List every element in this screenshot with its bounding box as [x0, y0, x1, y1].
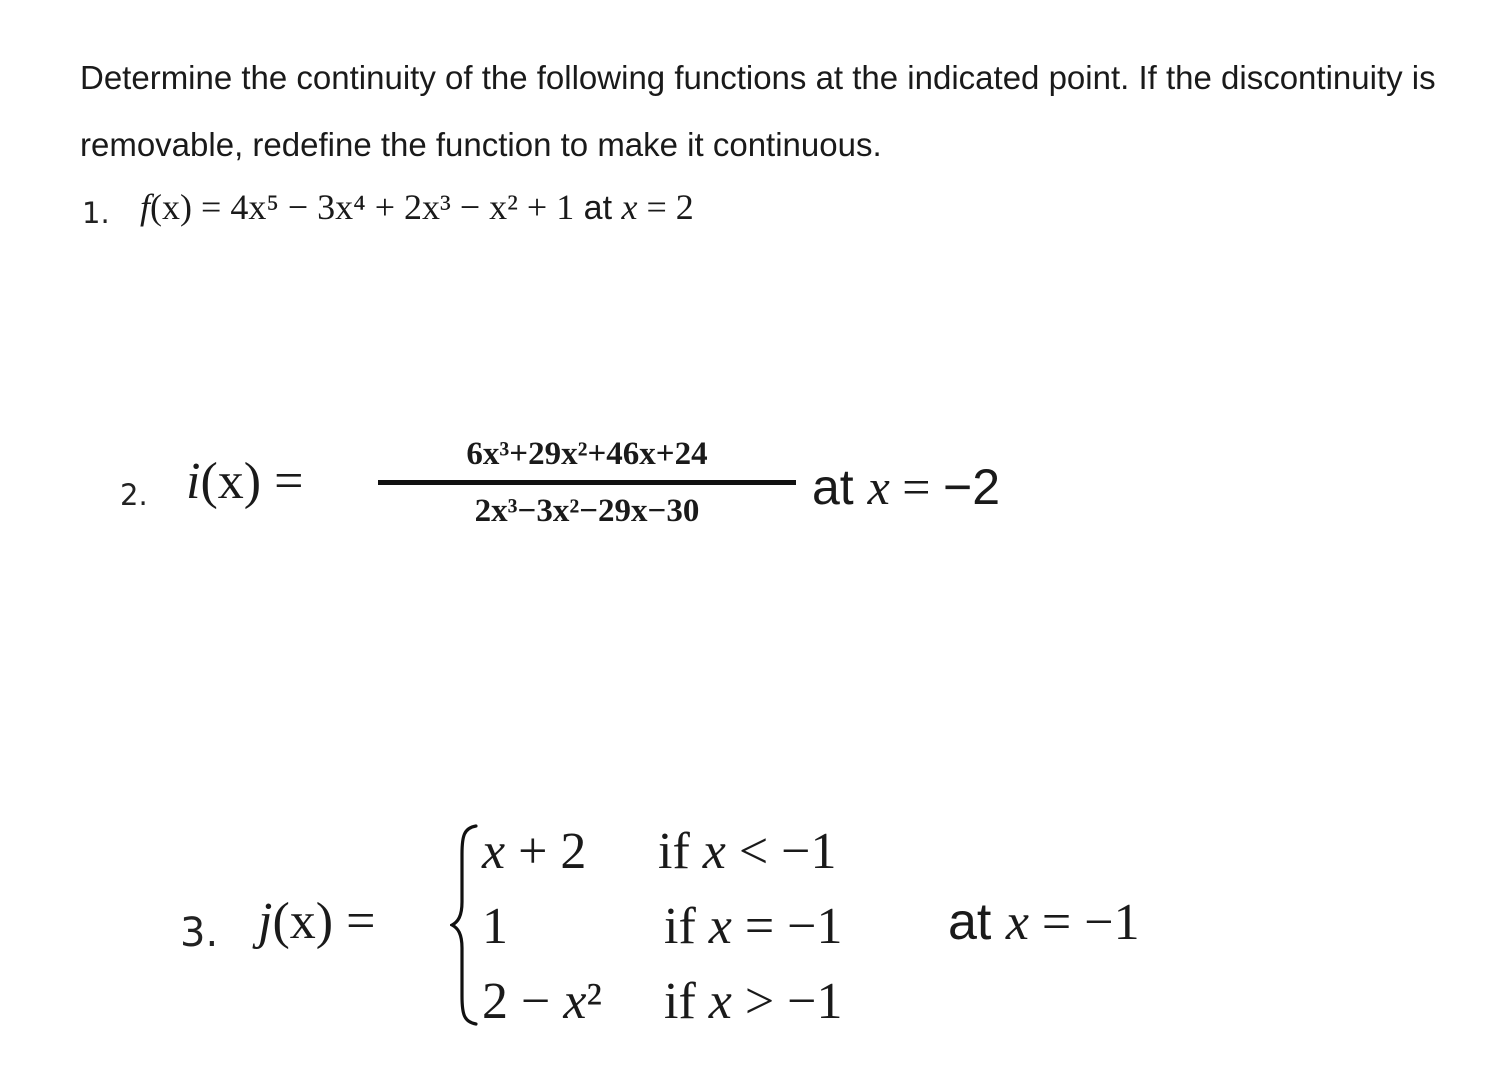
problem-3-at-word: at — [948, 893, 1006, 951]
problem-3-at-variable: x — [1005, 894, 1029, 951]
problem-2-at-value: −2 — [943, 459, 1001, 515]
problem-3-number: 3. — [180, 910, 219, 956]
problem-1-number: 1. — [82, 196, 110, 230]
case-3-relation: > −1 — [731, 973, 843, 1030]
case-2-condition — [664, 897, 843, 957]
case-2-expression: 1 — [482, 898, 508, 955]
problem-2-at-word: at — [812, 459, 868, 515]
problem-2-argument: (x) — [200, 453, 262, 510]
problem-3-at-relation: = — [1028, 894, 1085, 951]
case-1-expression: x + 2 — [482, 823, 587, 880]
case-2-relation: = −1 — [731, 898, 843, 955]
case-3-variable: x — [708, 973, 732, 1030]
case-3-condition — [664, 972, 843, 1032]
case-1-if: if — [658, 823, 703, 880]
case-3-expression: 2 − x² — [482, 973, 603, 1030]
problem-1-equation — [140, 186, 694, 228]
problem-2-at-variable: x — [867, 459, 890, 515]
problem-1-function-name: f — [140, 187, 151, 227]
problem-3-equals: = — [333, 893, 376, 950]
problem-1-argument: (x) — [150, 187, 192, 227]
problem-1-at-relation: = — [637, 187, 676, 227]
problem-1-equals: = — [192, 187, 231, 227]
problem-3-function-name: j — [258, 893, 273, 950]
case-2-if: if — [664, 898, 709, 955]
problem-2-at-relation: = — [889, 459, 943, 515]
problem-2-denominator: 2x³−3x²−29x−30 — [474, 493, 700, 529]
piecewise-brace-icon — [450, 820, 480, 1030]
problem-1-expression: 4x⁵ − 3x⁴ + 2x³ − x² + 1 — [230, 187, 575, 227]
case-1-relation: < −1 — [725, 823, 837, 880]
problem-1-at-variable: x — [621, 187, 638, 227]
problem-2-equals: = — [261, 453, 304, 510]
problem-3-argument: (x) — [272, 893, 334, 950]
problem-2-lhs — [186, 452, 303, 511]
problem-2-fraction — [378, 430, 796, 535]
case-3-if: if — [664, 973, 709, 1030]
problem-2-function-name: i — [186, 453, 201, 510]
instructions-paragraph: Determine the continuity of the following functions at the indicated point. If the discontinuity is removable, redefine the function to make it continuous. — [80, 59, 1436, 163]
problem-1-at-word: at — [574, 189, 622, 227]
problem-3-at-value: −1 — [1084, 894, 1140, 951]
problem-3-evaluation-point — [948, 892, 1140, 952]
problem-1-at-value: 2 — [675, 187, 694, 227]
fraction-bar — [378, 480, 796, 485]
case-1-variable: x — [702, 823, 726, 880]
problem-3-lhs — [258, 892, 375, 951]
problem-2-evaluation-point — [812, 458, 1000, 516]
case-2-variable: x — [708, 898, 732, 955]
problem-2-number: 2. — [120, 478, 148, 512]
problem-2-numerator: 6x³+29x²+46x+24 — [466, 436, 708, 472]
case-1-condition — [658, 822, 837, 882]
